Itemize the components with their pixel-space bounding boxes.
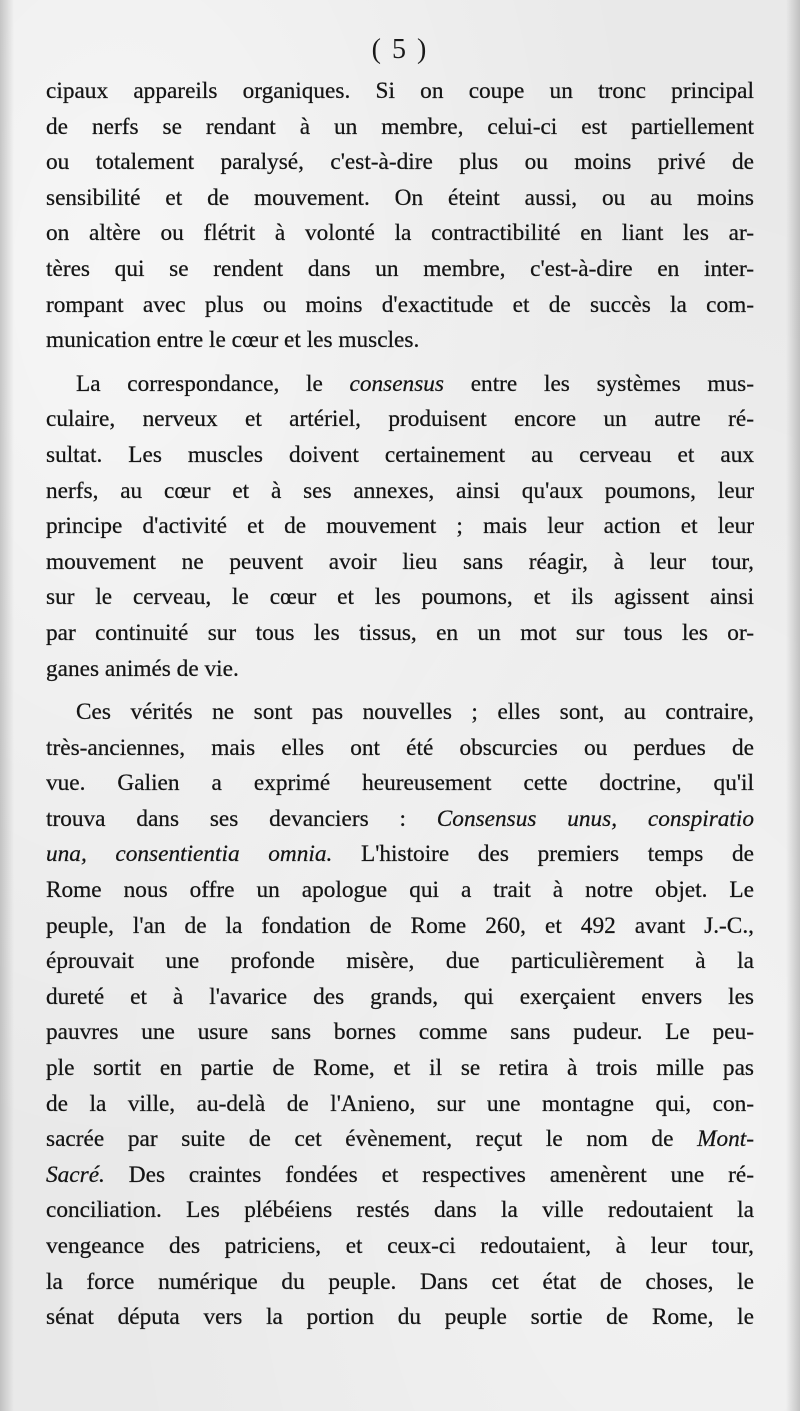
text-line: [46, 509, 754, 545]
text-line: [46, 402, 754, 438]
text-segment: culaire, nerveux et artériel, produisent encore un autre ré-: [46, 406, 754, 433]
paragraph: [46, 695, 754, 1336]
text-line: [46, 731, 754, 767]
text-line: [46, 110, 754, 146]
text-line: [46, 252, 754, 288]
text-segment: ganes animés de vie.: [46, 655, 239, 682]
text-line: [46, 1158, 754, 1194]
text-line: [46, 766, 754, 802]
italic-segment: Mont-: [697, 1126, 754, 1153]
text-line: [46, 1122, 754, 1158]
text-line: [46, 580, 754, 616]
text-segment: de nerfs se rendant à un membre, celui-ci est partiellement: [46, 113, 754, 140]
text-segment: par continuité sur tous les tissus, en un mot sur tous les or-: [46, 619, 754, 646]
text-body: [46, 74, 754, 1336]
text-segment: sacrée par suite de cet évènement, reçut le nom de: [46, 1126, 698, 1153]
page-number: ( 5 ): [371, 34, 429, 65]
text-line: [46, 616, 754, 652]
paragraph: [46, 367, 754, 687]
text-segment: rompant avec plus ou moins d'exactitude et de succès la com-: [46, 291, 754, 318]
text-line: [46, 288, 754, 324]
text-segment: éprouvait une profonde misère, due particulièrement à la: [46, 948, 754, 975]
text-line: [46, 1229, 754, 1265]
text-line: [46, 74, 754, 110]
text-segment: La correspondance, le: [76, 370, 350, 397]
text-line: [46, 1015, 754, 1051]
text-line: [46, 323, 754, 359]
text-segment: on altère ou flétrit à volonté la contractibilité en liant les ar-: [46, 220, 754, 247]
italic-segment: Sacré.: [46, 1161, 105, 1188]
text-segment: conciliation. Les plébéiens restés dans la ville redoutaient la: [46, 1197, 754, 1224]
text-line: [46, 1087, 754, 1123]
italic-segment: Consensus unus, conspiratio: [436, 805, 754, 832]
text-segment: dureté et à l'avarice des grands, qui exerçaient envers les: [46, 983, 754, 1010]
text-segment: sénat députa vers la portion du peuple sortie de Rome, le: [46, 1304, 754, 1331]
text-line: [46, 873, 754, 909]
text-segment: Des craintes fondées et respectives amenèrent une ré-: [104, 1161, 754, 1188]
text-line: [46, 652, 754, 688]
text-segment: nerfs, au cœur et à ses annexes, ainsi qu'aux poumons, leur: [46, 477, 754, 504]
text-segment: vengeance des patriciens, et ceux-ci redoutaient, à leur tour,: [46, 1233, 754, 1259]
text-line: [46, 909, 754, 945]
text-segment: trouva dans ses devanciers :: [46, 805, 437, 832]
page-right-shadow: [786, 0, 800, 1411]
text-line: [46, 1193, 754, 1229]
text-segment: entre les systèmes mus-: [444, 370, 754, 397]
italic-segment: consensus: [349, 370, 444, 397]
text-line: [46, 1051, 754, 1087]
text-line: [46, 1265, 754, 1301]
paragraph-gap: [46, 687, 754, 695]
text-segment: munication entre le cœur et les muscles.: [46, 327, 420, 354]
text-line: [46, 216, 754, 252]
text-segment: pauvres une usure sans bornes comme sans pudeur. Le peu-: [46, 1019, 754, 1046]
text-line: [46, 474, 754, 510]
text-segment: tères qui se rendent dans un membre, c'est-à-dire en inter-: [46, 255, 754, 282]
text-line: [46, 181, 754, 217]
text-line: [46, 802, 754, 838]
text-line: [46, 837, 754, 873]
text-segment: mouvement ne peuvent avoir lieu sans réagir, à leur tour,: [46, 548, 754, 575]
text-segment: ou totalement paralysé, c'est-à-dire plus ou moins privé de: [46, 149, 754, 176]
page-left-shadow: [0, 0, 14, 1411]
text-segment: vue. Galien a exprimé heureusement cette doctrine, qu'il: [46, 770, 754, 797]
text-line: [46, 1300, 754, 1336]
text-segment: peuple, l'an de la fondation de Rome 260, et 492 avant J.-C.,: [46, 912, 754, 939]
text-segment: Rome nous offre un apologue qui a trait à notre objet. Le: [46, 877, 754, 904]
text-segment: L'histoire des premiers temps de: [332, 841, 754, 868]
text-segment: sur le cerveau, le cœur et les poumons, et ils agissent ainsi: [46, 584, 754, 611]
text-segment: principe d'activité et de mouvement ; mais leur action et leur: [46, 513, 754, 540]
text-segment: sultat. Les muscles doivent certainement au cerveau et aux: [46, 441, 754, 468]
text-line: [46, 438, 754, 474]
text-line: [46, 980, 754, 1016]
text-segment: la force numérique du peuple. Dans cet état de choses, le: [46, 1268, 754, 1295]
text-segment: sensibilité et de mouvement. On éteint aussi, ou au moins: [46, 184, 754, 211]
text-segment: Ces vérités ne sont pas nouvelles ; elles sont, au contraire,: [76, 699, 754, 726]
text-segment: cipaux appareils organiques. Si on coupe un tronc principal: [46, 78, 754, 104]
italic-segment: una, consentientia omnia.: [46, 841, 333, 868]
text-line: [46, 944, 754, 980]
text-segment: très-anciennes, mais elles ont été obscurcies ou perdues de: [46, 734, 754, 761]
text-segment: ple sortit en partie de Rome, et il se retira à trois mille pas: [46, 1055, 754, 1082]
text-line: [46, 545, 754, 581]
text-line: [46, 145, 754, 181]
paragraph-gap: [46, 359, 754, 367]
text-line: [46, 367, 754, 403]
text-line: [46, 695, 754, 731]
paragraph: [46, 74, 754, 359]
text-segment: de la ville, au-delà de l'Anieno, sur une montagne qui, con-: [46, 1090, 754, 1117]
